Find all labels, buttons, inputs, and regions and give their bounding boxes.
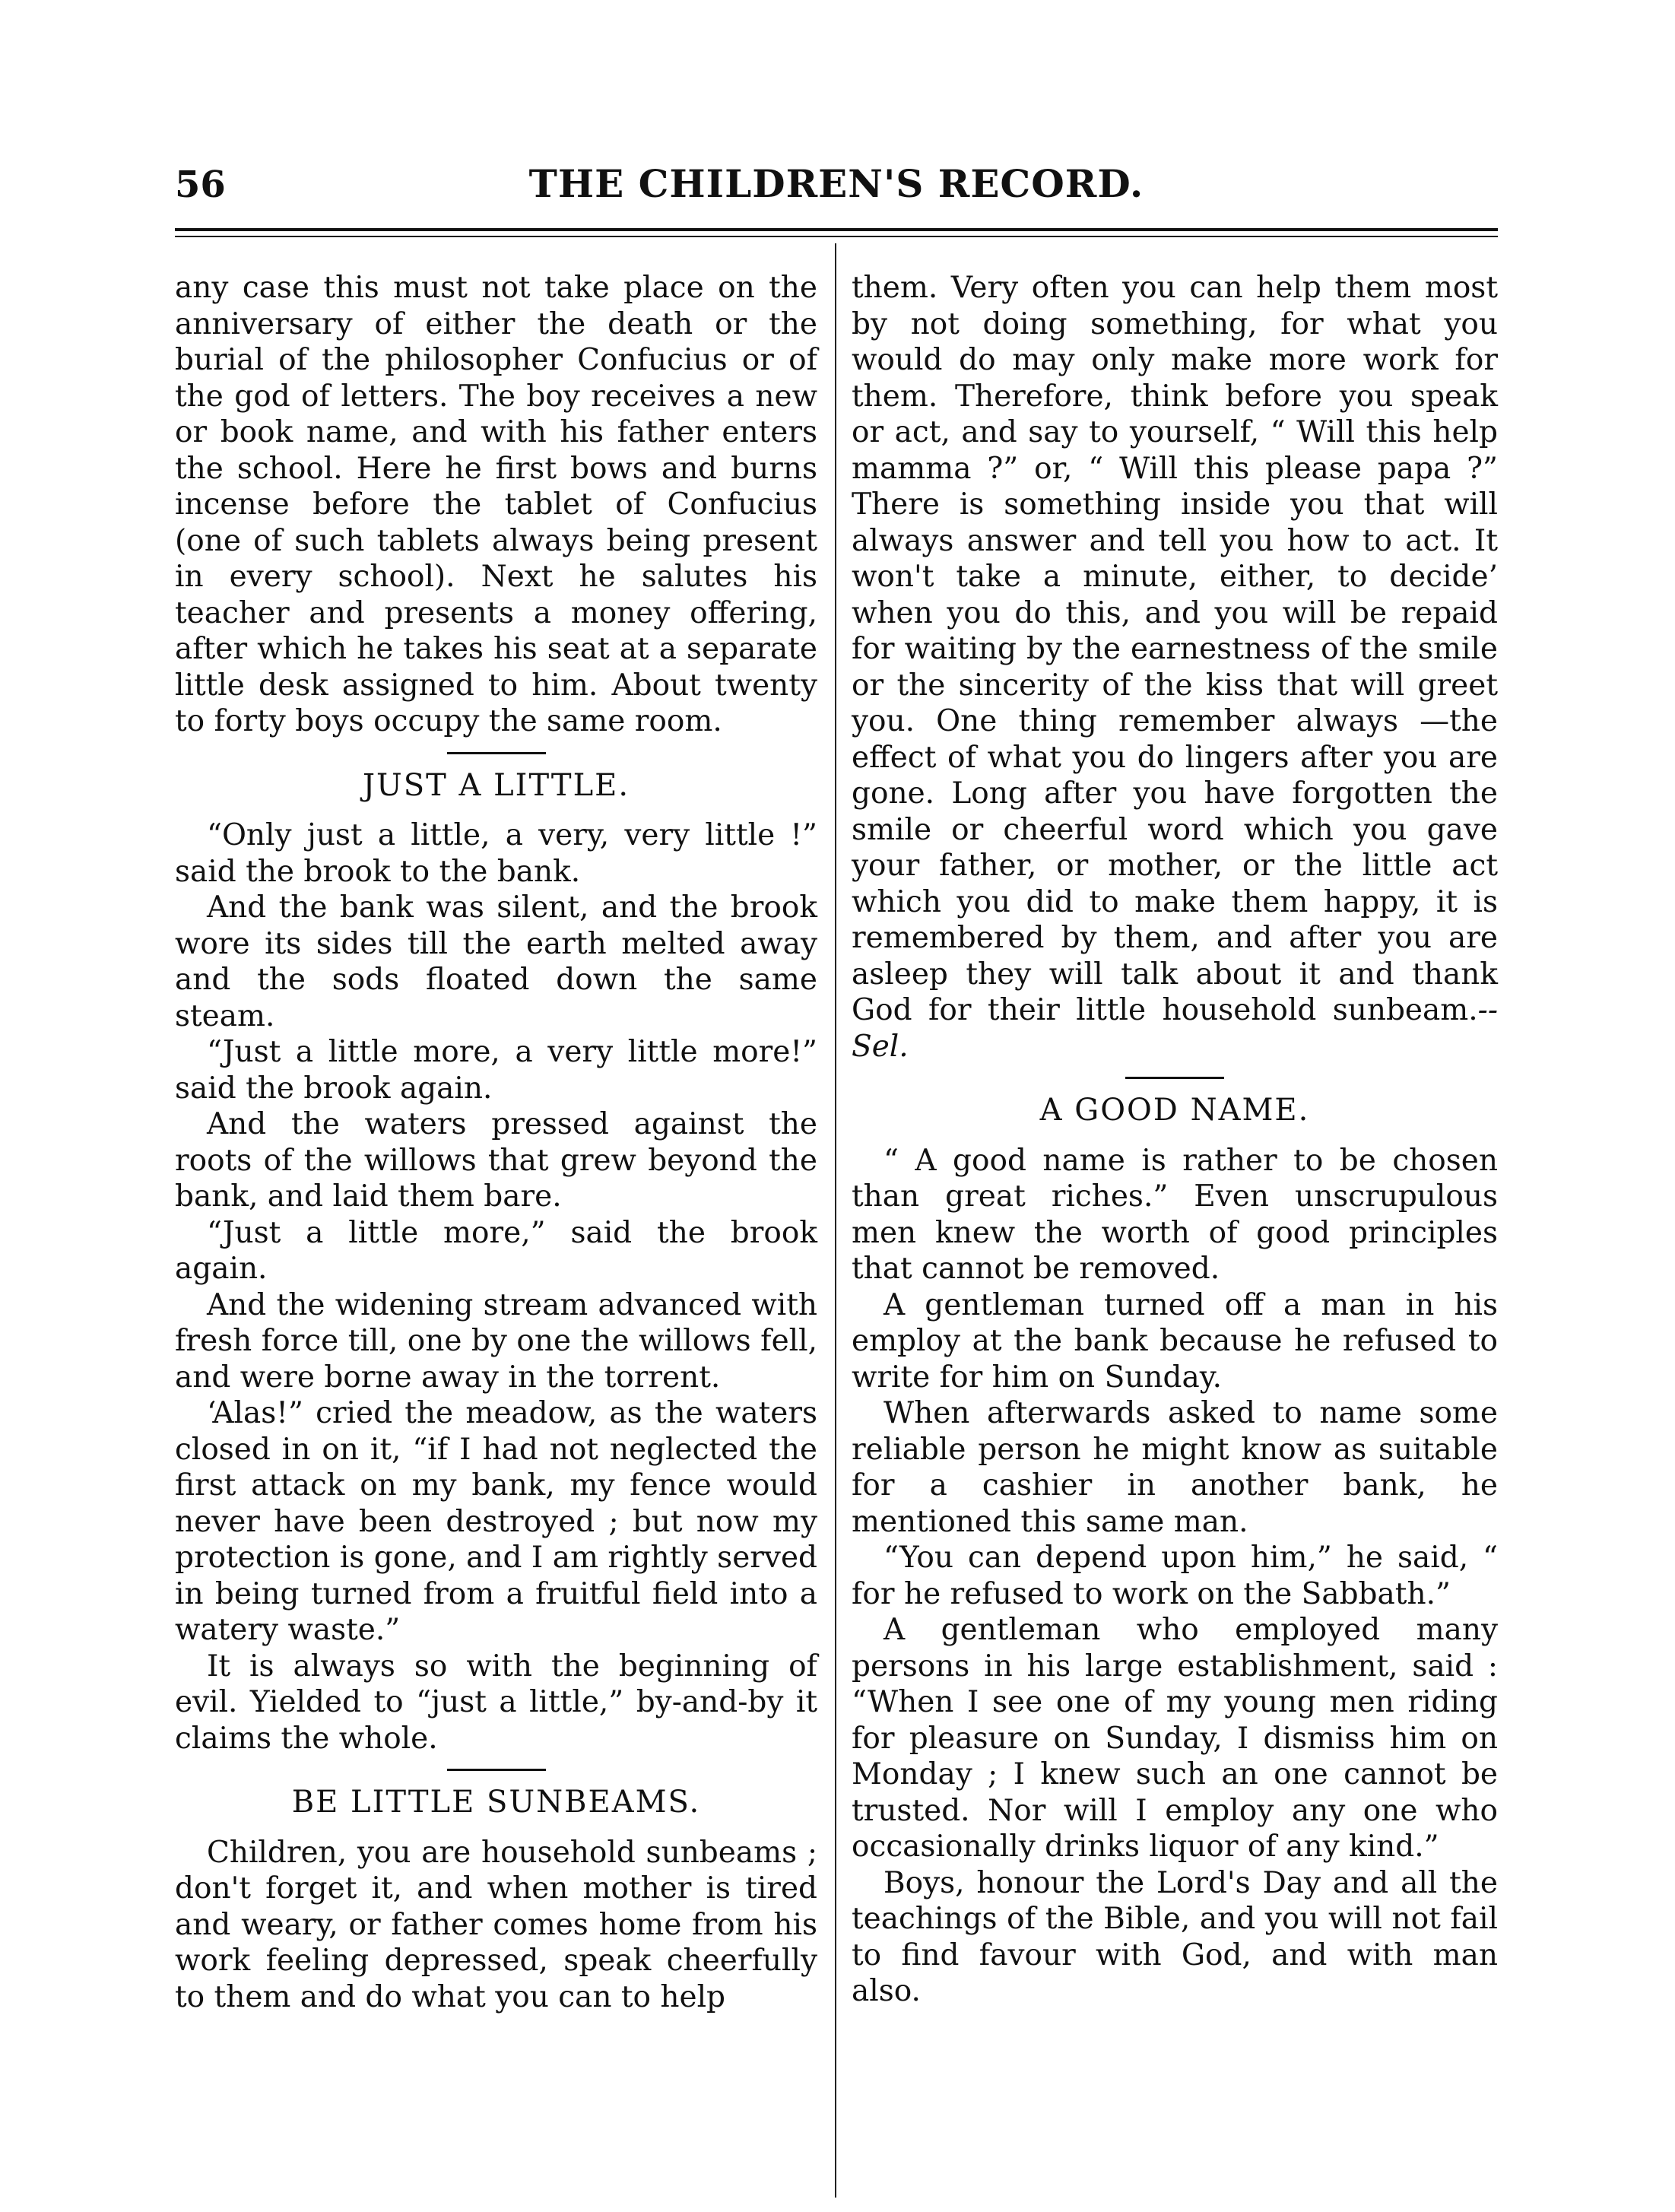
header-rule xyxy=(175,228,1498,231)
page-number: 56 xyxy=(175,163,226,206)
paragraph: “Only just a little, a very, very little !” said the brook to the bank. xyxy=(175,818,817,889)
paragraph: “Just a little more,” said the brook again. xyxy=(175,1215,817,1286)
left-column xyxy=(175,270,817,2015)
paragraph: A gentleman who employed many persons in his large establishment, said : “When I see one of my young men riding for pleasure on Sunday, I dismiss him on Monday ; I knew such an one cannot be trusted. Nor will I employ any one who occasionally drinks liquor of any kind.” xyxy=(852,1613,1498,1864)
heading-be-little-sunbeams: BE LITTLE SUNBEAMS. xyxy=(291,1785,701,1820)
sunbeams-text: them. Very often you can help them most by not doing something, for what you would do may only make more work for them. Therefore, think before you speak or act, and say to yourself, “ Will this help mamma ?” or, “ Will this please papa ?” There is something inside you that will always answer and tell you how to act. It won't take a minute, either, to decide’ when you do this, and you will be repaid for waiting by the earnestness of the smile or the sincerity of the kiss that will greet you. One thing remember always —the effect of what you do lingers after you are gone. Long after you have forgotten the smile or cheerful word which you gave your father, or mother, or the little act which you did to make them happy, it is remembered by them, and after you are asleep they will talk about it and thank God for their little household sunbeam. xyxy=(852,271,1498,1027)
paragraph: “You can depend upon him,” he said, “ for he refused to work on the Sabbath.” xyxy=(852,1541,1498,1611)
paragraph: It is always so with the beginning of evil. Yielded to “just a little,” by-and-by it claims the whole. xyxy=(175,1649,817,1756)
section-separator xyxy=(447,752,546,754)
paragraph: Children, you are household sunbeams ; don't forget it, and when mother is tired and weary, or father comes home from his work feeling depressed, speak cheerfully to them and do what you can to help xyxy=(175,1835,817,2014)
heading-a-good-name: A GOOD NAME. xyxy=(1039,1093,1310,1128)
page-title: THE CHILDREN'S RECORD. xyxy=(528,161,1144,206)
paragraph: And the widening stream advanced with fresh force till, one by one the willows fell, and were borne away in the torrent. xyxy=(175,1287,817,1395)
signature: --Sel. xyxy=(852,993,1498,1064)
paragraph: And the waters pressed against the roots of the willows that grew beyond the bank, and laid them bare. xyxy=(175,1107,817,1214)
paragraph: Boys, honour the Lord's Day and all the teachings of the Bible, and you will not fail to find favour with God, and with man also. xyxy=(852,1865,1498,2008)
section-separator xyxy=(447,1769,546,1771)
paragraph: “ A good name is rather to be chosen than great riches.” Even unscrupulous men knew the worth of good principles that cannot be removed. xyxy=(852,1143,1498,1286)
sunbeams-continued xyxy=(852,270,1498,1065)
right-column xyxy=(852,270,1498,2010)
section-separator xyxy=(1125,1077,1224,1079)
column-divider xyxy=(835,243,836,2198)
header-rule-thin xyxy=(175,236,1498,237)
paragraph: A gentleman turned off a man in his employ at the bank because he refused to write for him on Sunday. xyxy=(852,1287,1498,1395)
intro-paragraph: any case this must not take place on the anniversary of either the death or the burial of the philosopher Confucius or of the god of letters. The boy receives a new or book name, and with his father enters the school. Here he first bows and burns incense before the tablet of Confucius (one of such tablets always being present in every school). Next he salutes his teacher and presents a money offering, after which he takes his seat at a separate little desk assigned to him. About twenty to forty boys occupy the same room. xyxy=(175,271,817,738)
paragraph: And the bank was silent, and the brook wore its sides till the earth melted away and the sods floated down the same steam. xyxy=(175,890,817,1033)
heading-just-a-little: JUST A LITTLE. xyxy=(362,767,630,803)
paragraph: When afterwards asked to name some reliable person he might know as suitable for a cashier in another bank, he mentioned this same man. xyxy=(852,1396,1498,1539)
paragraph: ‘Alas!” cried the meadow, as the waters closed in on it, “if I had not neglected the first attack on my bank, my fence would never have been destroyed ; but now my protection is gone, and I am rightly served in being turned from a fruitful field into a watery waste.” xyxy=(175,1396,817,1647)
paragraph: “Just a little more, a very little more!” said the brook again. xyxy=(175,1035,817,1106)
page-header xyxy=(175,152,1498,221)
